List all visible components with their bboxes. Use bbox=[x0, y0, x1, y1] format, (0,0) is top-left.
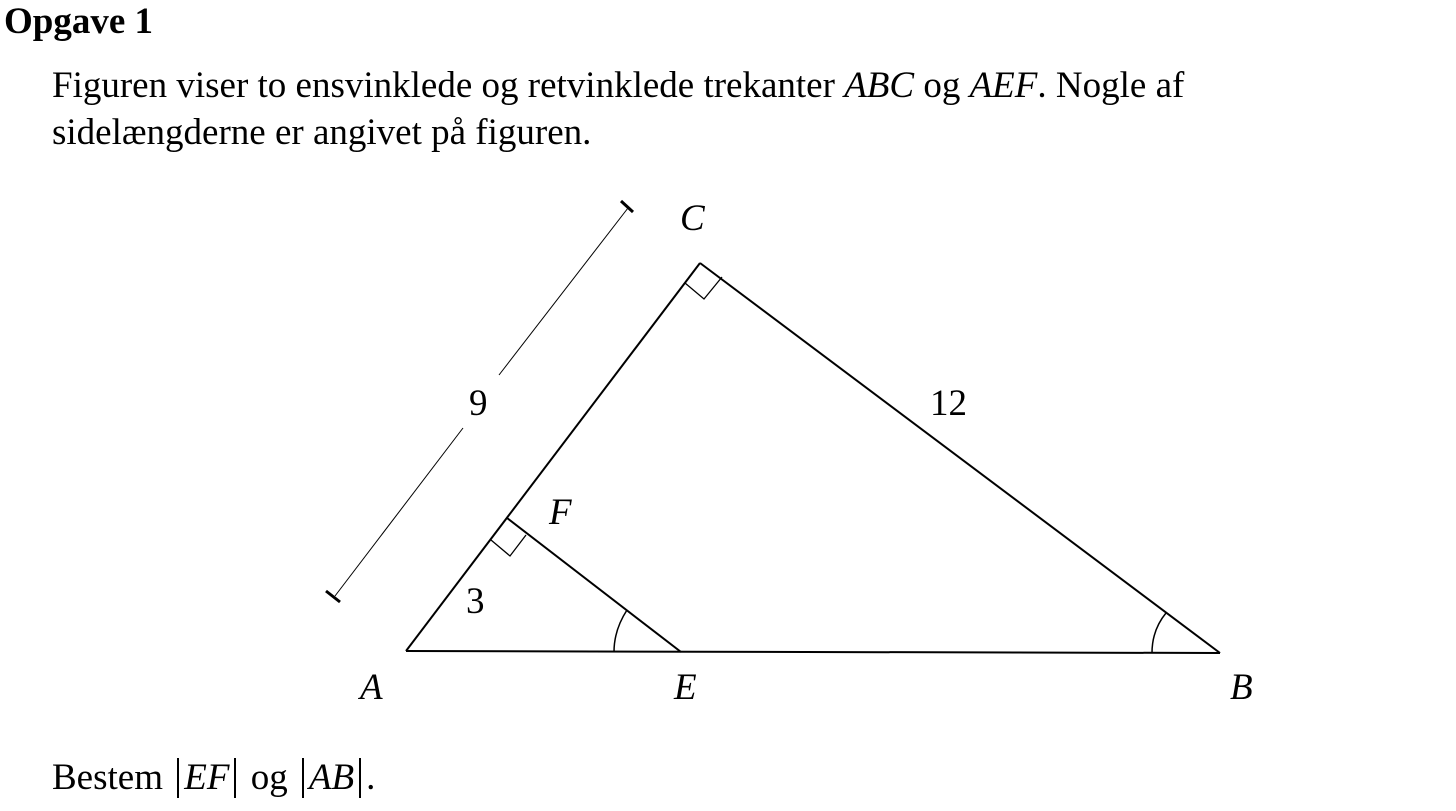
right-angle-mark-c bbox=[685, 277, 722, 299]
abs-bar-right bbox=[359, 758, 361, 798]
vertex-label-b: B bbox=[1230, 667, 1253, 708]
question-prefix: Bestem bbox=[52, 757, 173, 798]
vertex-label-c: C bbox=[680, 198, 705, 239]
segment-ab-name: AB bbox=[308, 757, 355, 798]
abs-bar-left bbox=[177, 758, 179, 798]
vertex-label-e: E bbox=[674, 667, 697, 708]
side-ab bbox=[406, 651, 1220, 653]
triangle-abc bbox=[406, 263, 1220, 653]
triangle-abc-name: ABC bbox=[844, 65, 915, 106]
abs-ef bbox=[172, 756, 241, 800]
side-bc bbox=[700, 263, 1220, 653]
intro-text-1: Figuren viser to ensvinklede og retvinklede trekanter bbox=[52, 65, 845, 106]
side-label-bc: 12 bbox=[930, 383, 967, 424]
angle-arc-b bbox=[1152, 613, 1166, 653]
segment-ef-name: EF bbox=[184, 757, 230, 798]
vertex-label-f: F bbox=[549, 492, 572, 533]
angle-arc-e bbox=[614, 610, 627, 652]
side-ac bbox=[406, 263, 700, 651]
problem-question bbox=[52, 756, 375, 800]
side-label-ac: 9 bbox=[469, 383, 488, 424]
vertex-label-a: A bbox=[360, 667, 383, 708]
abs-bar-right bbox=[234, 758, 236, 798]
intro-text-3: . Nogle af sidelængderne er angivet på figuren. bbox=[52, 65, 1185, 153]
abs-bar-left bbox=[302, 758, 304, 798]
triangle-aef-name: AEF bbox=[969, 65, 1038, 106]
question-middle: og bbox=[241, 757, 297, 798]
abs-ab bbox=[297, 756, 366, 800]
segment-ef bbox=[507, 518, 681, 652]
question-suffix: . bbox=[366, 757, 376, 798]
right-angle-mark-f bbox=[491, 535, 526, 556]
problem-heading: Opgave 1 bbox=[4, 1, 154, 42]
side-label-af: 3 bbox=[466, 581, 485, 622]
intro-text-2: og bbox=[914, 65, 970, 106]
